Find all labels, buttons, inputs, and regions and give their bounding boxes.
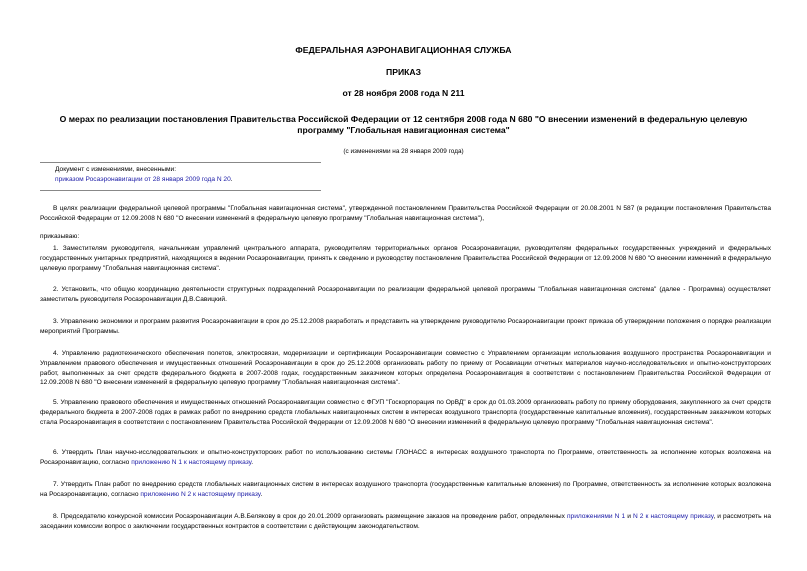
paragraph-5: 5. Управлению правового обеспечения и имущественных отношений Росаэронавигации совместно с ФГУП "Госкорпорация по ОрВД" в срок до 01.03.2009 организовать работу по приему оборудования, закупленного за счет средств федерального бюджета в 2007-2008 годах в рамках работ по внедрению средств глобальных навигационных систем в интересах воздушного транспорта (государственные капитальные вложения), государственным заказчиком которых стала Росаэронавигация в соответствии с постановлением Правительства Российской Федерации от 12.09.2008 N 680 "О внесении изменений в федеральную целевую программу "Глобальная навигационная система".	[40, 399, 771, 426]
paragraph-8	[40, 512, 771, 532]
document-date: от 28 ноября 2008 года N 211	[342, 88, 465, 98]
appendices-link-2[interactable]: N 2 к настоящему приказу	[632, 513, 714, 520]
amendment-link-end: .	[230, 176, 233, 183]
paragraph-7	[40, 480, 771, 500]
paragraph-7-end: .	[260, 490, 263, 498]
paragraph-6-text: 6. Утвердить План научно-исследовательских и опытно-конструкторских работ по использованию системы ГЛОНАСС в интересах воздушного транспорта по Программе, ответственность за исполнение которых возложена на Росаэронавигацию, согласно	[40, 449, 771, 466]
document-title: О мерах по реализации постановления Правительства Российской Федерации от 12 сентября 2008 года N 680 "О внесении изменений в федеральную целевую программу "Глобальная навигационная система"	[59, 114, 748, 135]
paragraph-2: 2. Установить, что общую координацию деятельности структурных подразделений Росаэронавигации по реализации федеральной целевой программы "Глобальная навигационная система" (далее - Программа) осуществляет заместитель руководителя Росаэронавигации Д.В.Савицкий.	[40, 286, 771, 303]
paragraph-8-text: 8. Председателю конкурсной комиссии Росаэронавигации А.В.Белякову в срок до 20.01.2009 организовать размещение заказов на проведение работ, определенных	[53, 513, 567, 520]
document-type: ПРИКАЗ	[386, 67, 421, 77]
paragraph-7-text: 7. Утвердить План работ по внедрению средств глобальных навигационных систем в интересах воздушного транспорта (государственные капитальные вложения) по Программе, ответственность за исполнение которых возложена на Росаэронавигацию, согласно	[40, 481, 771, 498]
amendment-caption: Документ с изменениями, внесенными:	[55, 166, 177, 173]
amendment-line	[55, 175, 233, 184]
appendix-2-link[interactable]: приложению N 2 к настоящему приказу	[140, 490, 261, 498]
agency-name: ФЕДЕРАЛЬНАЯ АЭРОНАВИГАЦИОННАЯ СЛУЖБА	[295, 45, 512, 55]
paragraph-1: 1. Заместителям руководителя, начальникам управлений центрального аппарата, руководителям территориальных органов Росаэронавигации, руководителям федеральных государственных учреждений и федеральных государственных унитарных предприятий, находящихся в ведении Росаэронавигации, принять к сведению и руководству постановление Правительства Российской Федерации от 12.09.2008 N 680 "О внесении изменений в федеральную целевую программу "Глобальная навигационная система".	[40, 245, 771, 272]
paragraph-6-end: .	[251, 458, 254, 466]
divider-bottom	[40, 190, 321, 191]
paragraph-6	[40, 448, 771, 468]
appendices-link-1[interactable]: приложениями N 1	[566, 513, 626, 520]
appendix-1-link[interactable]: приложению N 1 к настоящему приказу	[131, 458, 252, 466]
paragraph-3: 3. Управлению экономики и программ развития Росаэронавигации в срок до 25.12.2008 разработать и представить на утверждение руководителю Росаэронавигации проект приказа об утверждении положения о порядке реализации мероприятий Программы.	[40, 318, 771, 335]
preamble: В целях реализации федеральной целевой программы "Глобальная навигационная система", утвержденной постановлением Правительства Российской Федерации от 20.08.2001 N 587 (в редакции постановления Правительства Российской Федерации от 12.09.2008 N 680 "О внесении изменений в федеральную целевую программу "Глобальная навигационная система"),	[40, 205, 771, 222]
paragraph-4: 4. Управлению радиотехнического обеспечения полетов, электросвязи, модернизации и сертификации Росаэронавигации совместно с Управлением организации использования воздушного пространства Росаэронавигации и Управлением правового обеспечения и имущественных отношений Росаэронавигации в срок до 25.12.2008 организовать работу по приему от Росавиации отчетных материалов научно-исследовательских и опытно-конструкторских работ, выполненных за счет средств федерального бюджета в 2007-2008 годах, государственным заказчиком которых определена Росаэронавигация в соответствии с постановлением Правительства Российской Федерации от 12.09.2008 N 680 "О внесении изменений в федеральную целевую программу "Глобальная навигационная система".	[40, 350, 771, 387]
paragraph-8-mid: и	[625, 513, 633, 520]
amendment-link[interactable]: приказом Росаэронавигации от 28 января 2009 года N 20	[55, 176, 231, 183]
divider-top	[40, 162, 321, 163]
order-word: приказываю:	[40, 233, 80, 240]
paragraph-8-end: , и рассмотреть на заседании комиссии вопрос о заключении государственных контрактов в соответствии с действующим законодательством.	[40, 513, 771, 530]
changes-note: (с изменениями на 28 января 2009 года)	[343, 148, 464, 155]
